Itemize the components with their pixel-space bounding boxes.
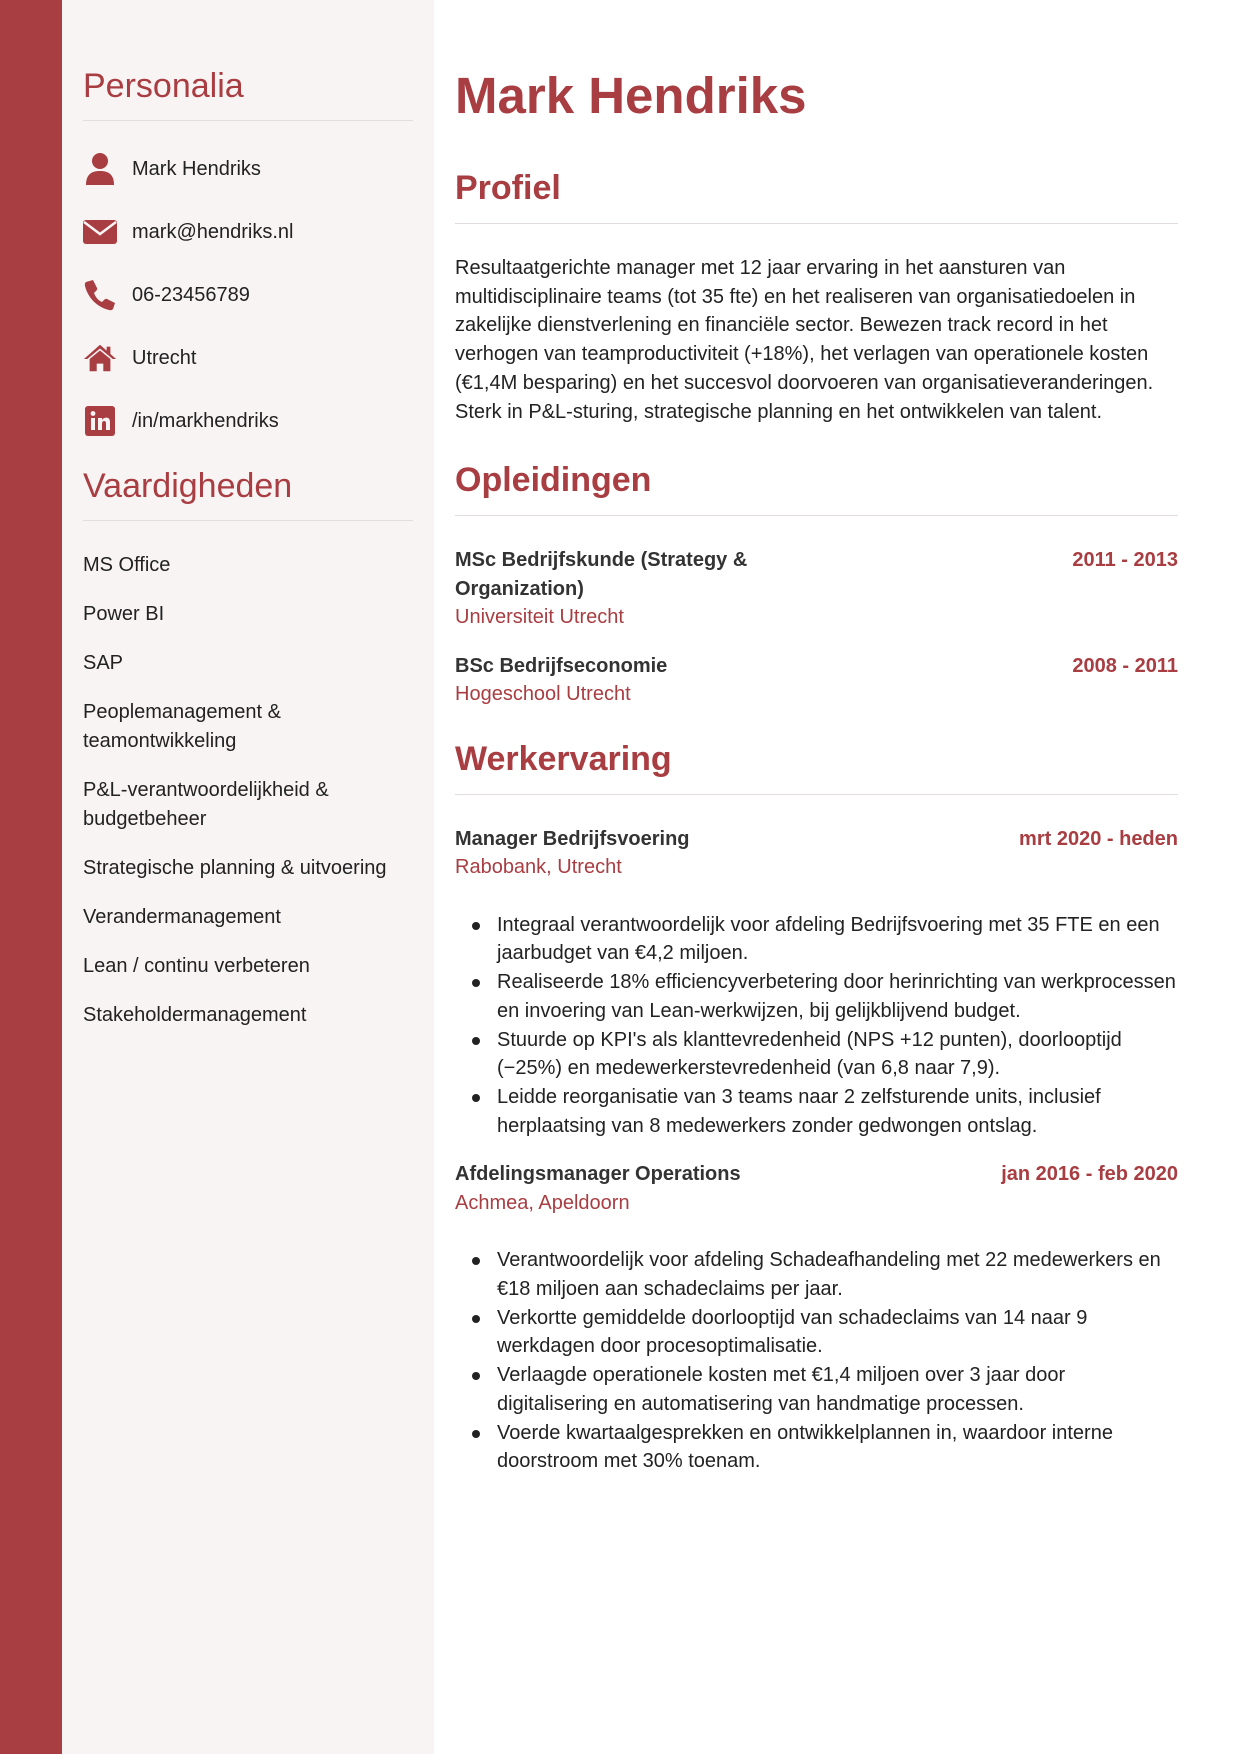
skills-list (83, 551, 414, 1030)
contact-email[interactable] (83, 214, 414, 250)
divider (455, 223, 1178, 224)
home-icon (83, 341, 117, 375)
contact-location-text: Utrecht (132, 346, 197, 369)
institution: Hogeschool Utrecht (455, 683, 631, 706)
institution: Universiteit Utrecht (455, 606, 624, 629)
job-title: Manager Bedrijfsvoering (455, 827, 690, 850)
achievement-item: Verkortte gemiddelde doorlooptijd van schadeclaims van 14 naar 9 werkdagen door procesoptimalisatie. (455, 1304, 1178, 1361)
skill-item: MS Office (83, 554, 171, 576)
degree-title: MSc Bedrijfskunde (Strategy & Organization) (455, 549, 748, 600)
accent-bar (0, 0, 62, 1754)
divider (455, 794, 1178, 795)
skill-item: SAP (83, 652, 124, 674)
phone-icon (83, 278, 117, 312)
job-dates: mrt 2020 - heden (1019, 827, 1178, 850)
work-entry-header (455, 1160, 1178, 1189)
skill-item: Power BI (83, 603, 165, 625)
profile-text: Resultaatgerichte manager met 12 jaar ervaring in het aansturen van multidisciplinaire teams (tot 35 fte) en het realiseren van organisatiedoelen in zakelijke dienstverlening en financiële sector. Bewezen track record in het verhogen van teamproductiviteit (+18%), het verlagen van operationele kosten (€1,4M besparing) en het succesvol doorvoeren van organisatieveranderingen. Sterk in P&L-sturing, strategische planning en het ontwikkelen van talent. (455, 257, 1154, 423)
skill-item: Peoplemanagement & teamontwikkeling (83, 701, 281, 752)
achievement-item: Realiseerde 18% efficiencyverbetering door herinrichting van werkprocessen en invoering van Lean-werkwijzen, bij gelijkblijvend budget. (455, 968, 1178, 1025)
education-entry-header (455, 546, 1178, 603)
work-heading: Werkervaring (455, 739, 672, 778)
divider (83, 520, 413, 521)
achievement-item: Voerde kwartaalgesprekken en ontwikkelplannen in, waardoor interne doorstroom met 30% toenam. (455, 1419, 1178, 1476)
company: Rabobank, Utrecht (455, 856, 622, 879)
contact-name (83, 151, 414, 187)
contact-email-text: mark@hendriks.nl (132, 220, 294, 243)
sidebar (62, 0, 434, 1754)
degree-title: BSc Bedrijfseconomie (455, 654, 668, 677)
user-icon (83, 152, 117, 186)
education-entry (455, 546, 1178, 632)
education-heading: Opleidingen (455, 461, 652, 500)
skills-heading: Vaardigheden (83, 467, 293, 505)
contact-name-text: Mark Hendriks (132, 157, 261, 180)
linkedin-icon (83, 404, 117, 438)
contact-phone-text: 06-23456789 (132, 283, 250, 306)
divider (83, 120, 413, 121)
job-title: Afdelingsmanager Operations (455, 1163, 741, 1186)
education-list (455, 546, 1178, 709)
contact-phone[interactable] (83, 277, 414, 313)
divider (455, 515, 1178, 516)
achievement-item: Stuurde op KPI's als klanttevredenheid (NPS +12 punten), doorlooptijd (−25%) en medewerkerstevredenheid (van 6,8 naar 7,9). (455, 1026, 1178, 1083)
personalia-heading: Personalia (83, 67, 244, 105)
achievement-item: Verlaagde operationele kosten met €1,4 miljoen over 3 jaar door digitalisering en automatisering van handmatige processen. (455, 1361, 1178, 1418)
skill-item: P&L-verantwoordelijkheid & budgetbeheer (83, 779, 329, 830)
skill-item: Verandermanagement (83, 906, 281, 928)
achievement-list (455, 911, 1178, 1141)
envelope-icon (83, 215, 117, 249)
achievement-item: Integraal verantwoordelijk voor afdeling Bedrijfsvoering met 35 FTE en een jaarbudget van €4,2 miljoen. (455, 911, 1178, 968)
contact-linkedin-text: /in/markhendriks (132, 409, 279, 432)
education-entry-header (455, 652, 1178, 681)
skill-item: Strategische planning & uitvoering (83, 857, 387, 879)
achievement-item: Leidde reorganisatie van 3 teams naar 2 zelfsturende units, inclusief herplaatsing van 8 medewerkers zonder gedwongen ontslag. (455, 1083, 1178, 1140)
candidate-name: Mark Hendriks (455, 67, 807, 124)
contact-linkedin[interactable] (83, 403, 414, 439)
profile-heading: Profiel (455, 169, 561, 207)
work-entry (455, 825, 1178, 1141)
work-entry-header (455, 825, 1178, 854)
education-dates: 2008 - 2011 (1072, 654, 1178, 677)
achievement-item: Verantwoordelijk voor afdeling Schadeafhandeling met 22 medewerkers en €18 miljoen aan schadeclaims per jaar. (455, 1246, 1178, 1303)
work-list (455, 825, 1178, 1476)
education-entry (455, 652, 1178, 709)
job-dates: jan 2016 - feb 2020 (1001, 1163, 1178, 1186)
contact-location (83, 340, 414, 376)
company: Achmea, Apeldoorn (455, 1191, 630, 1214)
education-dates: 2011 - 2013 (1072, 549, 1178, 572)
contact-list (83, 151, 414, 439)
work-entry (455, 1160, 1178, 1476)
achievement-list (455, 1246, 1178, 1476)
skill-item: Lean / continu verbeteren (83, 955, 310, 977)
skill-item: Stakeholdermanagement (83, 1004, 307, 1026)
main-content (434, 0, 1241, 1754)
